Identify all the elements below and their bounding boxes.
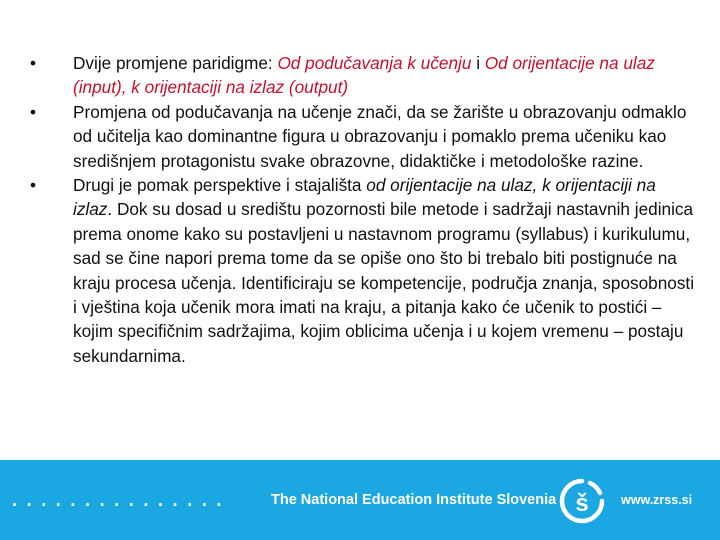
red-emphasis-1: Od podučavanja k učenju xyxy=(277,53,472,73)
bullet-symbol: • xyxy=(30,53,37,73)
bullet-item-3 xyxy=(28,173,698,368)
bullet-text-plain: Drugi je pomak perspektive i stajališta xyxy=(73,175,367,196)
bullet-text-plain: Dvije promjene paridigme: xyxy=(73,53,278,73)
bullet-text xyxy=(73,51,698,100)
footer-dots: ............... xyxy=(12,490,232,510)
footer-bar xyxy=(0,460,720,540)
zrss-logo-icon xyxy=(559,478,605,524)
bullet-text-plain: i xyxy=(471,53,485,73)
bullet-symbol: • xyxy=(30,101,37,122)
bullet-text xyxy=(73,173,698,368)
website-link[interactable]: www.zrss.si xyxy=(621,493,693,507)
bullet-text-plain: . Dok su dosad u središtu pozornosti bile metode i sadržaji nastavnih jedinica prema onome kako su postavljeni u nastavnom programu (syllabus) i kurikulumu, sad se čine napori prema tome da se opiše ono što bi trebalo biti postignuće na kraju procesa učenja. Identificiraju se kompetencije, područja znanja, sposobnosti i vještina koja učenik mora imati na kraju, a pitanja kako će učenik to postići – kojim specifičnim sadržajima, kojim oblicima učenja i u kojem vremenu – postaju sekundarnima. xyxy=(73,199,695,366)
logo-letter: š xyxy=(575,490,589,517)
bullet-symbol: • xyxy=(30,175,37,196)
bullet-item-1 xyxy=(28,51,698,100)
institute-name: The National Education Institute Slovenia xyxy=(271,492,557,508)
italic-emphasis: od orijentacije na ulaz, k orijentaciji na izlaz xyxy=(73,175,656,220)
bullet-text: Promjena od podučavanja na učenje znači, da se žarište u obrazovanju odmaklo od učitelja kao dominantne figura u obrazovanju i pomaklo prema učeniku kao središnjem protagonistu svake obrazovne, didaktičke i metodološke razine. xyxy=(73,101,687,171)
bullet-item-2 xyxy=(28,100,698,173)
slide-content xyxy=(28,51,698,368)
red-emphasis-2: Od orijentacije na ulaz (input), k orijentaciji na izlaz (output) xyxy=(73,53,655,98)
